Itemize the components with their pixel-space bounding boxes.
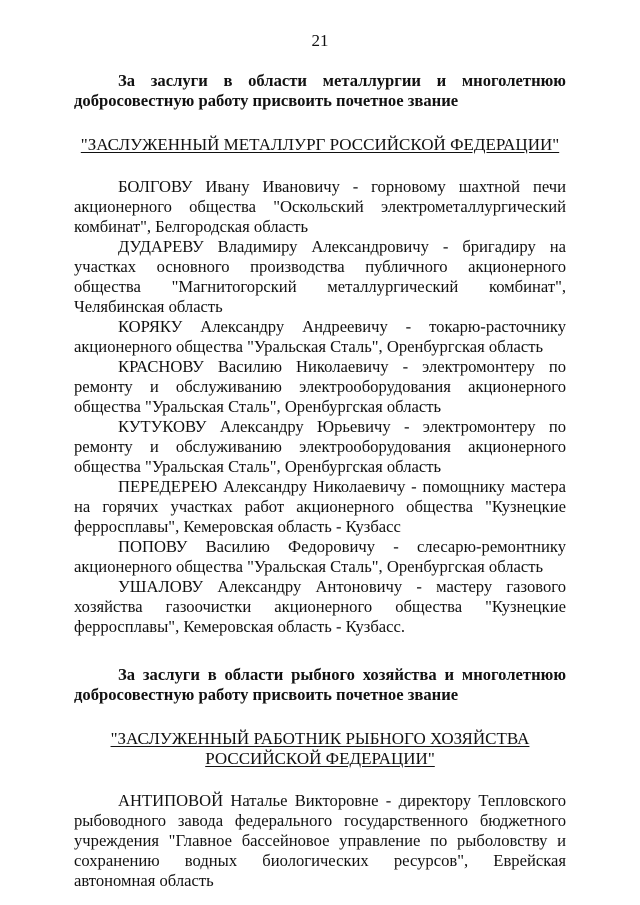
award-title	[74, 729, 566, 769]
award-section-metallurgy	[74, 71, 566, 637]
decree-text: За заслуги в области рыбного хозяйства и многолетнюю добросовестную работу присвоить почетное звание	[74, 665, 566, 704]
recipient-entry: КРАСНОВУ Василию Николаевичу - электромонтеру по ремонту и обслуживанию электрооборудования акционерного общества "Уральская Сталь", Оренбургская область	[74, 357, 566, 416]
recipient-entry: КОРЯКУ Александру Андреевичу - токарю-расточнику акционерного общества "Уральская Сталь", Оренбургская область	[74, 317, 566, 356]
recipient-entry: ПОПОВУ Василию Федоровичу - слесарю-ремонтнику акционерного общества "Уральская Сталь", Оренбургская область	[74, 537, 566, 576]
award-title-line: "ЗАСЛУЖЕННЫЙ РАБОТНИК РЫБНОГО ХОЗЯЙСТВА	[110, 729, 530, 748]
decree-text: За заслуги в области металлургии и многолетнюю добросовестную работу присвоить почетное звание	[74, 71, 566, 110]
document-body	[74, 71, 566, 891]
recipient-list	[74, 177, 566, 637]
recipient-entry: ДУДАРЕВУ Владимиру Александровичу - бригадиру на участках основного производства публичного акционерного общества "Магнитогорский металлургический комбинат", Челябинская область	[74, 237, 566, 316]
recipient-entry: БОЛГОВУ Ивану Ивановичу - горновому шахтной печи акционерного общества "Оскольский электрометаллургический комбинат", Белгородская область	[74, 177, 566, 236]
recipient-entry: КУТУКОВУ Александру Юрьевичу - электромонтеру по ремонту и обслуживанию электрооборудования акционерного общества "Уральская Сталь", Оренбургская область	[74, 417, 566, 476]
award-title	[74, 135, 566, 155]
recipient-entry: ПЕРЕДЕРЕЮ Александру Николаевичу - помощнику мастера на горячих участках работ акционерного общества "Кузнецкие ферросплавы", Кемеровская область - Кузбасс	[74, 477, 566, 536]
recipient-list	[74, 791, 566, 891]
award-title-line: "ЗАСЛУЖЕННЫЙ МЕТАЛЛУРГ РОССИЙСКОЙ ФЕДЕРАЦИИ"	[80, 135, 560, 154]
recipient-entry: АНТИПОВОЙ Наталье Викторовне - директору Тепловского рыбоводного завода федерального государственного бюджетного учреждения "Главное бассейновое управление по рыболовству и сохранению водных биологических ресурсов", Еврейская автономная область	[74, 791, 566, 890]
recipient-entry: УШАЛОВУ Александру Антоновичу - мастеру газового хозяйства газоочистки акционерного общества "Кузнецкие ферросплавы", Кемеровская область - Кузбасс.	[74, 577, 566, 636]
award-title-line: РОССИЙСКОЙ ФЕДЕРАЦИИ"	[205, 749, 435, 768]
award-section-fisheries	[74, 665, 566, 891]
page-number: 21	[311, 31, 329, 50]
